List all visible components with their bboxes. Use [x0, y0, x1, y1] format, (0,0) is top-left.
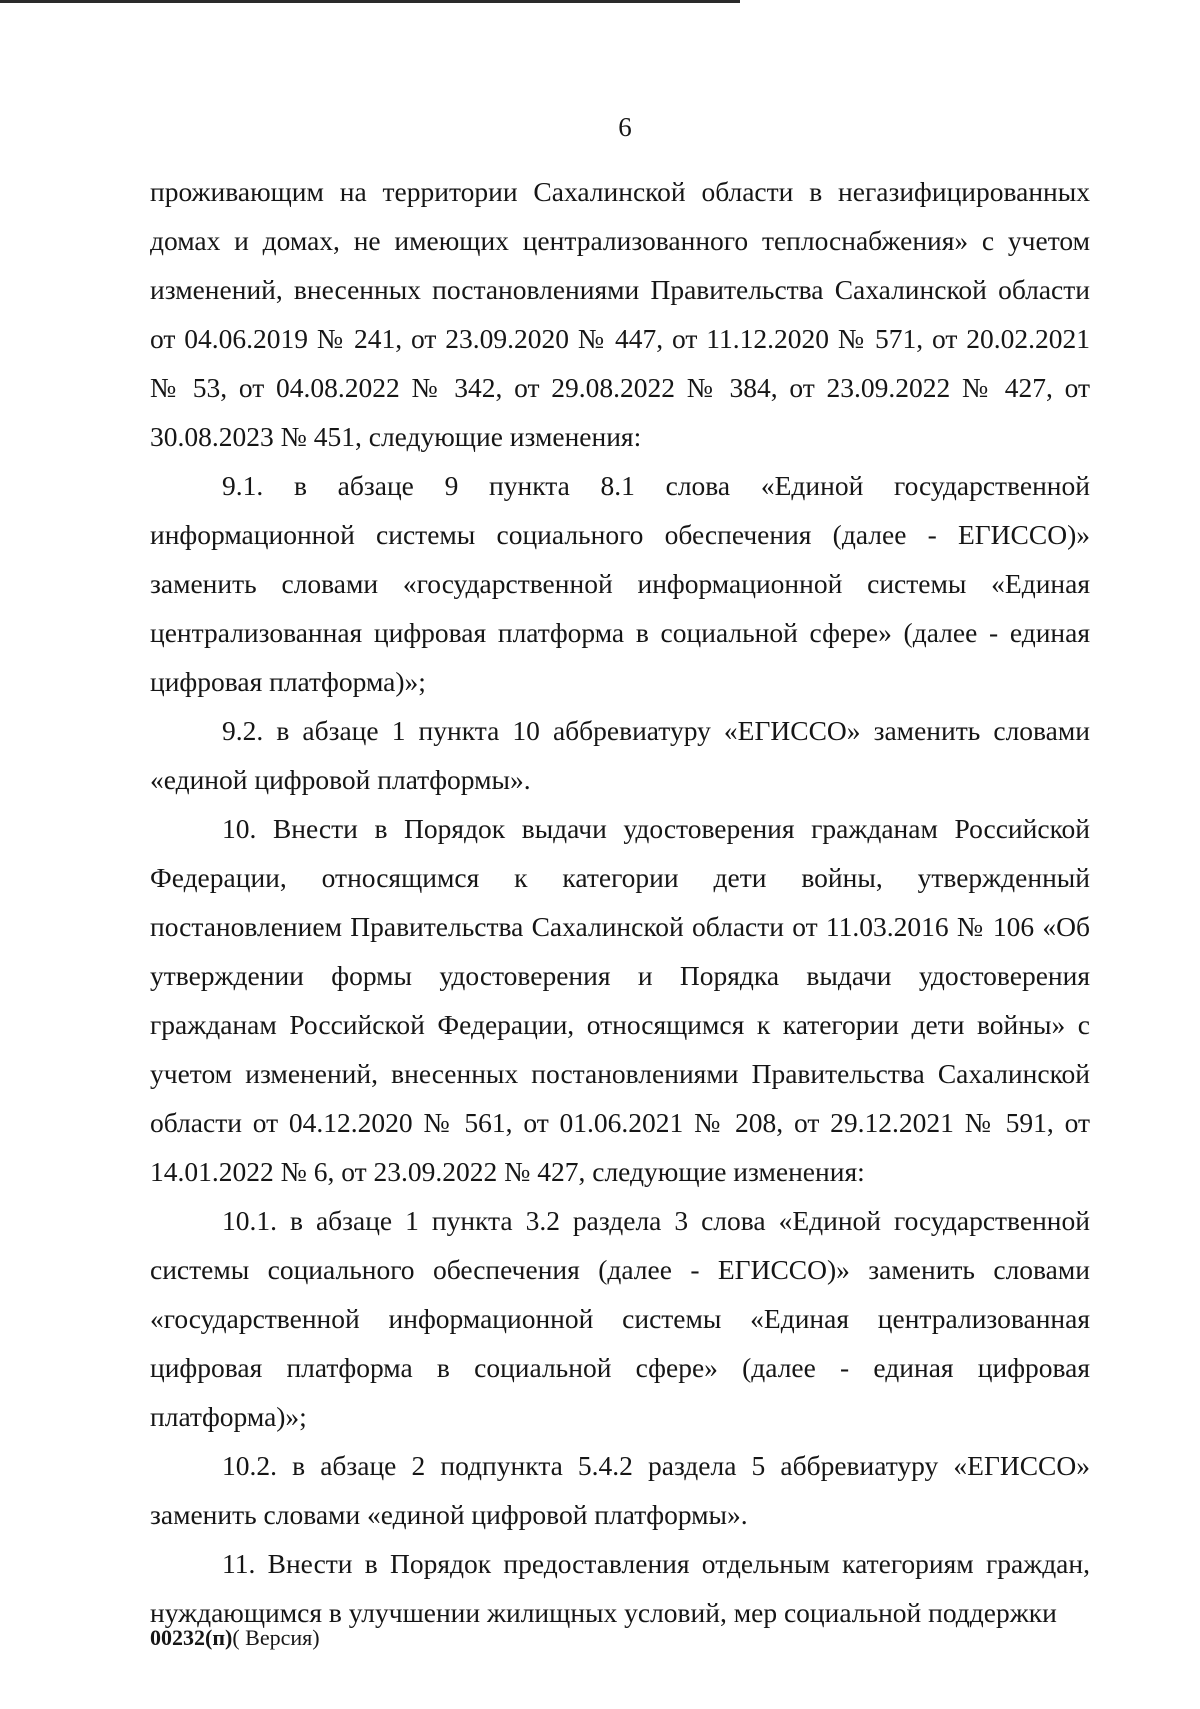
paragraph-10: 10. Внести в Порядок выдачи удостоверения гражданам Российской Федерации, относящимся к категории дети войны, утвержденный постановлением Правительства Сахалинской области от 11.03.2016 № 106 «Об утверждении формы удостоверения и Порядка выдачи удостоверения гражданам Российской Федерации, относящимся к категории дети войны» с учетом изменений, внесенных постановлениями Правительства Сахалинской области от 04.12.2020 № 561, от 01.06.2021 № 208, от 29.12.2021 № 591, от 14.01.2022 № 6, от 23.09.2022 № 427, следующие изменения: — [150, 813, 1090, 1187]
document-version: ( Версия) — [232, 1625, 320, 1650]
document-code: 00232(п) — [150, 1625, 233, 1650]
top-border-line — [0, 0, 740, 3]
paragraph-10-1: 10.1. в абзаце 1 пункта 3.2 раздела 3 слова «Единой государственной системы социального обеспечения (далее - ЕГИССО)» заменить словами «государственной информационной системы «Единая централизованная цифровая платформа в социальной сфере» (далее - единая цифровая платформа)»; — [150, 1205, 1090, 1432]
document-footer — [150, 1625, 320, 1651]
paragraph-continuation: проживающим на территории Сахалинской области в негазифицированных домах и домах, не имеющих централизованного теплоснабжения» с учетом изменений, внесенных постановлениями Правительства Сахалинской области от 04.06.2019 № 241, от 23.09.2020 № 447, от 11.12.2020 № 571, от 20.02.2021 № 53, от 04.08.2022 № 342, от 29.08.2022 № 384, от 23.09.2022 № 427, от 30.08.2023 № 451, следующие изменения: — [150, 176, 1090, 452]
page-number: 6 — [618, 112, 632, 142]
paragraph-9-2: 9.2. в абзаце 1 пункта 10 аббревиатуру «ЕГИССО» заменить словами «единой цифровой платформы». — [150, 715, 1090, 795]
paragraph-11: 11. Внести в Порядок предоставления отдельным категориям граждан, нуждающимся в улучшении жилищных условий, мер социальной поддержки — [150, 1548, 1090, 1628]
paragraph-10-2: 10.2. в абзаце 2 подпункта 5.4.2 раздела 5 аббревиатуру «ЕГИССО» заменить словами «единой цифровой платформы». — [150, 1450, 1090, 1530]
document-body — [150, 167, 1090, 1637]
paragraph-9-1: 9.1. в абзаце 9 пункта 8.1 слова «Единой государственной информационной системы социального обеспечения (далее - ЕГИССО)» заменить словами «государственной информационной системы «Единая централизованная цифровая платформа в социальной сфере» (далее - единая цифровая платформа)»; — [150, 470, 1090, 697]
